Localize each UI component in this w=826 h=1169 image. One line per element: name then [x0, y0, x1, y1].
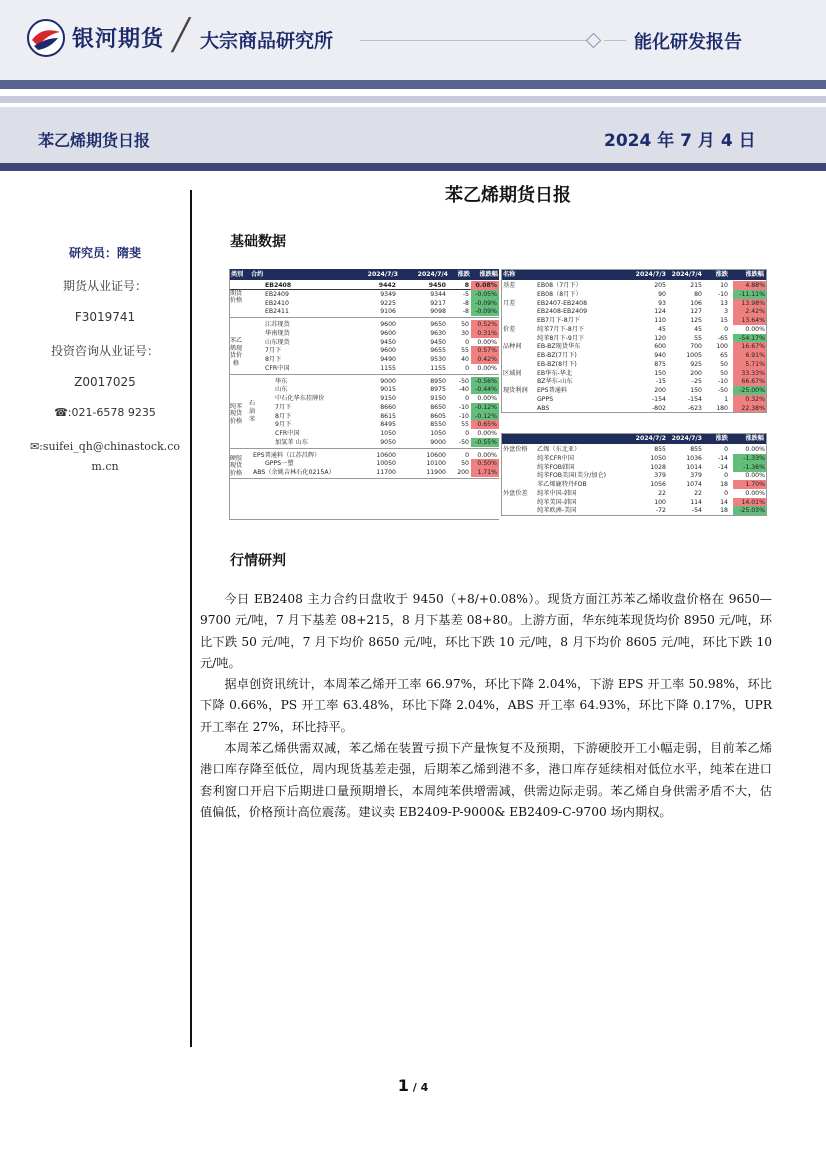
value-pct: -0.55% [471, 438, 499, 447]
column-header: 2024/7/2 [635, 435, 666, 442]
value-prev: 8615 [380, 412, 396, 420]
value-curr: 9098 [430, 308, 446, 316]
value-change: 55 [461, 347, 469, 355]
row-label: 纯苯CFR中国 [537, 454, 574, 462]
value-curr: 125 [690, 317, 702, 324]
row-label: EB08（7月下） [537, 282, 582, 289]
value-curr: 1155 [430, 364, 446, 372]
value-curr: 1074 [686, 481, 702, 488]
value-curr: 45 [694, 325, 702, 333]
group-label: 苯乙烯现货价格 [229, 337, 243, 367]
value-pct: 0.00% [745, 446, 765, 453]
value-pct: 1.70% [733, 480, 767, 489]
value-pct: 0.50% [471, 459, 499, 468]
row-label: GPPS一塑 [265, 460, 294, 468]
value-pct: 0.00% [477, 430, 497, 437]
phone: ☎:021-6578 9235 [54, 406, 156, 419]
value-curr: 114 [690, 498, 702, 506]
table-border [501, 269, 767, 413]
row-label: 纯苯FOB韩国 [537, 463, 575, 471]
value-pct: 16.67% [733, 342, 767, 351]
value-curr: 8950 [430, 377, 446, 385]
value-change: -50 [458, 438, 469, 446]
group-label: 外盘价差 [503, 489, 528, 497]
value-curr: 9650 [430, 321, 446, 328]
value-pct: 2.42% [733, 307, 767, 316]
value-pct: -0.12% [471, 403, 499, 412]
value-curr: 10600 [426, 451, 446, 459]
value-curr: 9150 [430, 395, 446, 402]
value-prev: 940 [654, 352, 666, 359]
value-prev: 8660 [380, 403, 396, 411]
value-curr: 8650 [430, 403, 446, 411]
value-change: 100 [716, 343, 728, 351]
value-prev: 9349 [380, 290, 396, 298]
value-pct: -0.44% [471, 385, 499, 394]
row-label: 纯苯8月下-9月下 [537, 334, 585, 342]
value-curr: 1005 [686, 352, 702, 359]
value-prev: 124 [654, 308, 666, 316]
sidebar-divider [190, 190, 192, 1047]
value-curr: 855 [690, 446, 702, 453]
value-prev: 200 [654, 387, 666, 394]
value-change: 15 [720, 317, 728, 324]
row-label: 7月下 [265, 347, 282, 355]
analysis-paragraph: 据卓创资讯统计，本周苯乙烯开工率 66.97%，环比下降 2.04%，下游 EPS 开工率 50.98%，环比下降 0.66%，PS 开工率 63.48%，环比下降 2.04%，ABS 开工率 64.93%，环比下降 0.17%，UPR 开工率在 27%，环比持平。 [200, 677, 772, 734]
value-prev: 9106 [380, 308, 396, 316]
value-prev: 855 [654, 446, 666, 453]
value-curr: -25 [691, 378, 702, 386]
value-change: -5 [462, 290, 469, 298]
value-change: 0 [724, 446, 728, 453]
column-header: 涨跌幅 [745, 271, 764, 278]
row-label: EB7月下-8月下 [537, 317, 581, 324]
value-change: 0 [465, 395, 469, 402]
value-change: 18 [720, 507, 728, 515]
value-curr: 80 [694, 290, 702, 298]
value-curr: 9344 [430, 290, 446, 298]
value-prev: 9225 [380, 299, 396, 307]
value-pct: -1.33% [733, 454, 767, 463]
page-current: 1 [397, 1076, 409, 1095]
value-prev: 9150 [380, 395, 396, 402]
row-label: EB2411 [265, 308, 289, 316]
value-pct: 0.31% [471, 329, 499, 338]
table-border [501, 433, 767, 516]
value-prev: -154 [651, 395, 666, 403]
row-label: EB08（8月下） [537, 290, 582, 298]
value-curr: 925 [690, 360, 702, 368]
column-header: 涨跌 [457, 271, 470, 278]
value-curr: 9450 [428, 282, 446, 289]
value-pct: -25.03% [733, 506, 767, 515]
group-label: 区域间 [503, 369, 522, 377]
value-prev: 22 [658, 489, 666, 497]
row-label: ABS（余姚吉林石化0215A） [253, 469, 335, 476]
row-label: 9月下 [275, 421, 292, 429]
value-curr: 11900 [426, 469, 446, 476]
column-header: 涨跌幅 [479, 271, 498, 278]
report-type: 能化研发报告 [634, 32, 742, 53]
value-change: 14 [720, 498, 728, 506]
license-label: 期货从业证号： [62, 279, 147, 293]
value-prev: 9600 [380, 329, 396, 337]
value-change: 10 [720, 282, 728, 289]
value-change: 1 [724, 395, 728, 403]
column-header: 2024/7/4 [417, 271, 448, 278]
header-band [0, 80, 826, 89]
value-pct: 33.33% [733, 369, 767, 378]
value-prev: 90 [658, 290, 666, 298]
group-label: 期货价格 [229, 289, 243, 304]
value-change: -8 [462, 308, 469, 316]
value-curr: -154 [687, 395, 702, 403]
value-change: -8 [462, 299, 469, 307]
value-prev: 875 [654, 360, 666, 368]
value-curr: -623 [687, 404, 702, 412]
value-prev: 9015 [380, 386, 396, 394]
value-prev: 10050 [376, 460, 396, 468]
table-border [229, 269, 499, 520]
value-prev: 9490 [380, 356, 396, 363]
column-header: 类别 [231, 271, 244, 278]
row-label: 乙烯（东北亚） [537, 446, 581, 453]
column-header: 涨跌 [715, 271, 728, 278]
value-prev: 120 [654, 334, 666, 342]
company-name: 银河期货 [72, 27, 165, 52]
page-separator: / [408, 1081, 421, 1094]
value-change: 200 [457, 469, 469, 476]
value-curr: 9000 [430, 438, 446, 446]
value-pct: 22.38% [733, 404, 767, 413]
value-change: 13 [720, 299, 728, 307]
value-prev: 9600 [380, 321, 396, 328]
consult-label: 投资咨询从业证号： [50, 344, 159, 358]
value-curr: 9450 [430, 338, 446, 346]
value-pct: -0.12% [471, 412, 499, 421]
value-change: 0 [724, 489, 728, 497]
value-pct: -0.05% [471, 290, 499, 299]
value-curr: 9655 [430, 347, 446, 355]
value-curr: 127 [690, 308, 702, 316]
value-pct: -0.09% [471, 307, 499, 316]
section-heading-analysis: 行情研判 [230, 553, 286, 569]
value-change: 30 [461, 329, 469, 337]
value-pct: -0.56% [471, 377, 499, 386]
value-change: -40 [458, 386, 469, 394]
value-curr: 8550 [430, 421, 446, 429]
group-label: 现货利润 [503, 387, 528, 394]
value-curr: 700 [690, 343, 702, 351]
value-change: 3 [724, 308, 728, 316]
row-label: 纯苯欧洲-美国 [537, 507, 577, 515]
value-pct: -1.36% [733, 463, 767, 472]
analysis-paragraph: 今日 EB2408 主力合约日盘收于 9450（+8/+0.08%）。现货方面江苏苯乙烯收盘价格在 9650—9700 元/吨，7 月下基差 08+215，8 月下基差 08+80。上游方面，华东纯苯现货均价 8950 元/吨，环比下跌 50 元/吨，7 月下均价 8650 元/吨，环比下跌 10 元/吨，8 月下均价 8605 元/吨，环比下跌 10 元/吨。 [200, 592, 772, 670]
column-header: 涨跌 [715, 435, 728, 442]
email-line-2: m.cn [91, 460, 119, 473]
report-title: 苯乙烯期货日报 [38, 131, 151, 150]
value-pct: -0.09% [471, 299, 499, 308]
row-label: CFR中国 [265, 364, 290, 372]
value-change: 50 [720, 360, 728, 368]
value-curr: 150 [690, 387, 702, 394]
column-header: 合约 [251, 271, 264, 278]
row-label: 加氢苯 山东 [275, 438, 308, 446]
column-header: 2024/7/3 [671, 435, 702, 442]
value-curr: 8605 [430, 412, 446, 420]
diamond-icon [586, 33, 602, 49]
value-curr: 106 [690, 299, 702, 307]
value-prev: 9442 [378, 282, 396, 289]
group-label: 基差 [503, 282, 516, 289]
value-pct: 0.65% [471, 420, 499, 429]
email-line-1: ✉:suifei_qh@chinastock.co [29, 440, 181, 453]
row-label: EB2409 [265, 290, 289, 298]
row-label: EB-BZ(7月下) [537, 352, 577, 359]
row-label: GPPS [537, 395, 554, 403]
value-change: 50 [461, 321, 469, 328]
row-label: EPS普通料（江苏昌辉） [253, 451, 321, 459]
row-label: 中石化华东挂牌价 [275, 395, 325, 402]
value-curr: -54 [691, 507, 702, 515]
row-label: 纯苯FOB美国(美分/加仑) [537, 472, 607, 480]
value-pct: -11.11% [733, 290, 767, 299]
value-pct: 0.08% [471, 281, 499, 290]
page-number [0, 1076, 826, 1095]
value-curr: 9217 [430, 299, 446, 307]
value-curr: 1050 [430, 430, 446, 437]
value-pct: 0.52% [471, 320, 499, 329]
value-pct: 0.00% [477, 364, 497, 372]
value-pct: -54.17% [733, 334, 767, 343]
value-pct: 66.67% [733, 377, 767, 386]
row-label: 山东现货 [265, 338, 290, 346]
value-change: 55 [461, 421, 469, 429]
consult-number: Z0017025 [74, 375, 136, 389]
page-total: 4 [420, 1081, 429, 1094]
value-change: 0 [465, 451, 469, 459]
value-prev: 45 [658, 325, 666, 333]
value-change: 0 [465, 430, 469, 437]
value-change: 0 [724, 472, 728, 480]
row-label: EB-BZ(8月下) [537, 360, 577, 368]
value-change: -50 [717, 387, 728, 394]
row-label: 山东 [275, 386, 288, 394]
value-prev: 10600 [376, 451, 396, 459]
report-date: 2024 年 7 月 4 日 [604, 131, 756, 151]
value-prev: 11700 [376, 469, 396, 476]
galaxy-logo-icon [26, 18, 66, 58]
analysis-body [200, 589, 772, 823]
value-pct: 0.42% [471, 355, 499, 364]
value-prev: 1028 [650, 463, 666, 471]
value-pct: 4.88% [733, 281, 767, 290]
value-change: -10 [458, 412, 469, 420]
value-prev: 9050 [380, 438, 396, 446]
value-curr: 215 [690, 282, 702, 289]
value-change: 18 [720, 481, 728, 488]
value-pct: 0.00% [477, 338, 497, 346]
value-change: -10 [717, 290, 728, 298]
value-change: -65 [717, 334, 728, 342]
value-change: 8 [464, 282, 469, 289]
value-prev: 1050 [380, 430, 396, 437]
analysis-paragraph: 本周苯乙烯供需双减，苯乙烯在装置亏损下产量恢复不及预期，下游硬胶开工小幅走弱，目前苯乙烯港口库存降至低位，周内现货基差走强，后期苯乙烯到港不多，港口库存延续相对低位水平，纯苯在进口套利窗口开启下后期进口量预期增长，本周纯苯供增需减，供需边际走弱。苯乙烯自身供需矛盾不大，估值偏低，价格预计高位震荡。建议卖 EB2409-P-9000& EB2409-C-9700 场内期权。 [200, 741, 772, 819]
row-label: 纯苯7月下-8月下 [537, 325, 585, 333]
value-pct: 0.00% [745, 472, 765, 480]
value-pct: -25.00% [733, 386, 767, 395]
value-pct: 0.57% [471, 346, 499, 355]
value-curr: 379 [690, 472, 702, 480]
value-prev: 1050 [650, 454, 666, 462]
section-heading-basic: 基础数据 [230, 234, 286, 250]
value-change: 40 [461, 356, 469, 363]
page-title: 苯乙烯期货日报 [445, 185, 571, 206]
value-pct: 1.71% [471, 468, 499, 477]
row-label: EB2407-EB2408 [537, 299, 588, 307]
value-curr: 1036 [686, 454, 702, 462]
value-prev: 9450 [380, 338, 396, 346]
value-prev: 1155 [380, 364, 396, 372]
row-label: EB华东-华北 [537, 369, 573, 377]
group-label: 品种间 [503, 343, 522, 351]
column-header: 2024/7/3 [367, 271, 398, 278]
value-change: -10 [458, 403, 469, 411]
subheader-band [0, 163, 826, 171]
department-name: 大宗商品研究所 [200, 30, 334, 52]
value-pct: 13.98% [733, 299, 767, 308]
value-curr: 22 [694, 489, 702, 497]
value-prev: 379 [654, 472, 666, 480]
row-label: 8月下 [265, 356, 282, 363]
column-header: 名称 [503, 271, 516, 278]
value-prev: 110 [654, 317, 666, 324]
value-prev: 9600 [380, 347, 396, 355]
value-pct: 0.00% [477, 395, 497, 402]
row-label: EB2408 [265, 282, 292, 289]
value-prev: 100 [654, 498, 666, 506]
value-change: -14 [717, 454, 728, 462]
value-pct: 14.01% [733, 498, 767, 507]
group-label: 外盘价格 [503, 446, 528, 453]
value-curr: 10100 [426, 460, 446, 468]
row-label: 苯乙烯鹿特丹FOB [537, 481, 587, 488]
row-label: 华东 [275, 377, 288, 385]
value-prev: -72 [655, 507, 666, 515]
row-label: EB2408-EB2409 [537, 308, 588, 316]
value-change: -14 [717, 463, 728, 471]
value-pct: 13.64% [733, 316, 767, 325]
value-prev: 150 [654, 369, 666, 377]
column-header: 2024/7/3 [635, 271, 666, 278]
value-prev: 9000 [380, 377, 396, 385]
group-sublabel: 石油苯 [249, 399, 256, 423]
researcher-name: 研究员：隋斐 [68, 246, 141, 260]
row-label: 纯苯美国-韩国 [537, 498, 577, 506]
value-change: 50 [720, 369, 728, 377]
value-change: 65 [720, 352, 728, 359]
group-label: 价差 [503, 325, 516, 333]
value-change: 0 [465, 338, 469, 346]
value-prev: 1056 [650, 481, 666, 488]
value-prev: -15 [655, 378, 666, 386]
value-curr: 55 [694, 334, 702, 342]
value-pct: 5.71% [733, 360, 767, 369]
header-band [0, 96, 826, 103]
row-label: 7月下 [275, 403, 292, 411]
value-change: 0 [724, 325, 728, 333]
value-change: -10 [717, 378, 728, 386]
group-label: 硬胶现货价格 [229, 454, 243, 477]
value-pct: 0.00% [477, 451, 497, 459]
divider-slash: ╱ [172, 18, 191, 53]
value-prev: 205 [654, 282, 666, 289]
row-label: EB2410 [265, 299, 289, 307]
row-label: 华南现货 [265, 329, 290, 337]
row-label: 纯苯中国-韩国 [537, 489, 577, 497]
value-prev: -802 [651, 404, 666, 412]
basic-data-table [229, 269, 767, 520]
row-label: ABS [537, 404, 550, 412]
row-label: 8月下 [275, 412, 292, 420]
value-change: 180 [716, 404, 728, 412]
value-change: -50 [458, 377, 469, 385]
value-pct: 0.32% [733, 395, 767, 404]
divider [360, 40, 592, 41]
license-number: F3019741 [74, 310, 136, 324]
group-label: 月差 [503, 299, 516, 307]
row-label: 江苏现货 [265, 321, 290, 328]
value-curr: 8975 [430, 386, 446, 394]
value-prev: 600 [654, 343, 666, 351]
value-prev: 8495 [380, 421, 396, 429]
value-pct: 0.00% [745, 325, 765, 333]
page-header [0, 0, 826, 80]
row-label: BZ华东-山东 [537, 378, 573, 386]
value-curr: 1014 [686, 463, 702, 471]
value-pct: 0.00% [745, 489, 765, 497]
value-change: 0 [465, 364, 469, 372]
row-label: EPS普通料 [537, 387, 568, 394]
row-label: CFR中国 [275, 430, 300, 437]
value-curr: 9630 [430, 329, 446, 337]
divider [604, 40, 626, 41]
value-curr: 9530 [430, 356, 446, 363]
row-label: EB-BZ现货华东 [537, 343, 581, 351]
column-header: 涨跌幅 [745, 435, 764, 442]
value-curr: 200 [690, 369, 702, 377]
value-pct: 6.91% [733, 351, 767, 360]
column-header: 2024/7/4 [671, 271, 702, 278]
group-label: 纯苯现货价格 [229, 402, 243, 425]
value-prev: 93 [658, 299, 666, 307]
value-change: 50 [461, 460, 469, 468]
